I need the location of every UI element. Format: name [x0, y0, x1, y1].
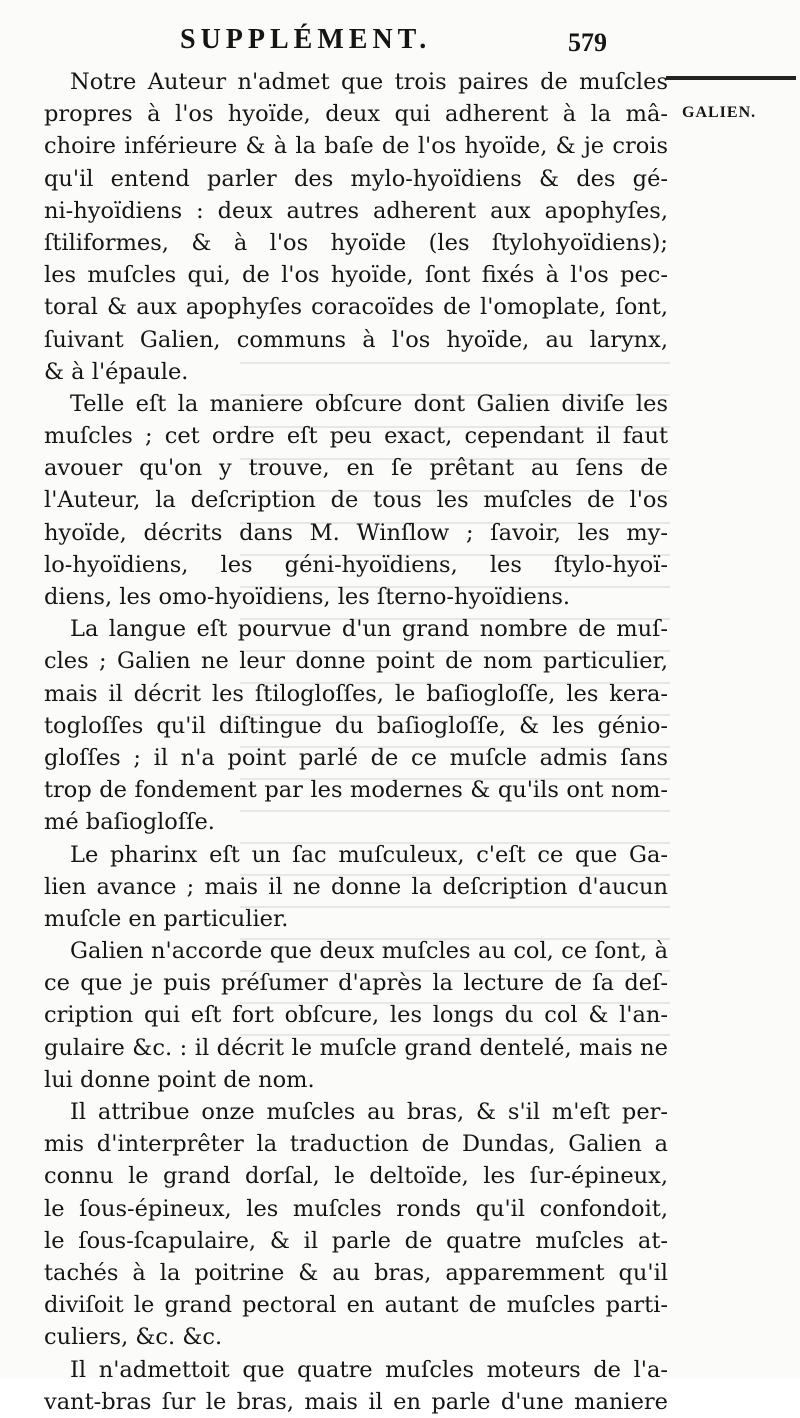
paragraph-3	[44, 613, 668, 838]
text-line: ſuivant Galien, communs à l'os hyoïde, au larynx,	[44, 326, 668, 353]
text-line: ni-hyoïdiens : deux autres adherent aux apophyſes,	[44, 197, 668, 224]
text-line: l'Auteur, la deſcription de tous les muſcles de l'os	[44, 487, 668, 514]
text-column	[44, 66, 668, 1418]
text-line: gloſſes ; il n'a point parlé de ce muſcle admis ſans	[44, 744, 668, 771]
text-line: choire inférieure & à la baſe de l'os hyoïde, & je crois	[44, 133, 668, 160]
text-line: Le pharinx eſt un ſac muſculeux, c'eſt ce que Ga-	[70, 841, 668, 868]
text-line: lien avance ; mais il ne donne la deſcription d'aucun	[44, 873, 668, 900]
text-line: La langue eſt pourvue d'un grand nombre de muſ-	[70, 616, 668, 643]
text-line: hyoïde, décrits dans M. Winſlow ; ſavoir, les my-	[44, 519, 668, 546]
paragraph-6	[44, 1096, 668, 1354]
paragraph-7	[44, 1354, 668, 1418]
text-line: muſcles ; cet ordre eſt peu exact, cependant il faut	[44, 423, 668, 450]
text-line: gulaire &c. : il décrit le muſcle grand dentelé, mais ne	[44, 1034, 668, 1061]
text-line: muſcle en particulier.	[44, 905, 289, 932]
margin-rule	[666, 76, 796, 80]
text-line: mais il décrit les ſtiloglоſſes, le baſiogloſſe, les kera-	[44, 680, 668, 707]
text-line: propres à l'os hyoïde, deux qui adherent à la mâ-	[44, 101, 668, 128]
text-line: toral & aux apophyſes coracoïdes de l'omoplate, ſont,	[44, 294, 668, 321]
text-line: diens, les omo-hyoïdiens, les ſterno-hyoïdiens.	[44, 584, 571, 610]
text-line: le ſous-ſcapulaire, & il parle de quatre muſcles at-	[44, 1227, 668, 1254]
text-line: trop de fondement par les modernes & qu'ils ont nom-	[44, 777, 668, 804]
paragraph-5	[44, 935, 668, 1096]
text-line: & à l'épaule.	[44, 358, 189, 385]
text-line: mé baſiogloſſe.	[44, 809, 215, 836]
page-number: 579	[568, 28, 607, 57]
text-line: cription qui eſt fort obſcure, les longs du col & l'an-	[44, 1002, 668, 1029]
text-line: culiers, &c. &c.	[44, 1324, 223, 1351]
text-line: Il attribue onze muſcles au bras, & s'il m'eſt per-	[70, 1099, 668, 1125]
text-line: cles ; Galien ne leur donne point de nom particulier,	[44, 648, 668, 675]
text-line: les muſcles qui, de l'os hyoïde, ſont fixés à l'os pec-	[44, 262, 668, 289]
text-line: connu le grand dorſal, le deltoïde, les ſur-épineux,	[44, 1163, 668, 1190]
text-line: Notre Auteur n'admet que trois paires de muſcles	[70, 69, 668, 95]
text-line: qu'il entend parler des mylo-hyoïdiens & des gé-	[44, 165, 668, 192]
text-line: le ſous-épineux, les muſcles ronds qu'il confondoit,	[44, 1195, 668, 1222]
text-line: diviſoit le grand pectoral en autant de muſcles parti-	[44, 1292, 668, 1319]
paragraph-2	[44, 388, 668, 613]
text-line: ſtiliformes, & à l'os hyoïde (les ſtylohyoïdiens);	[44, 229, 668, 256]
text-line: ce que je puis préſumer d'après la lecture de ſa deſ-	[44, 970, 668, 997]
running-title: SUPPLÉMENT.	[180, 24, 432, 55]
text-line: tachés à la poitrine & au bras, apparemment qu'il	[44, 1259, 668, 1286]
text-line: Telle eſt la maniere obſcure dont Galien diviſe les	[70, 390, 668, 417]
text-line: vant-bras ſur le bras, mais il en parle d'une maniere	[44, 1388, 668, 1415]
text-line: lui donne point de nom.	[44, 1066, 315, 1093]
paragraph-4	[44, 839, 668, 936]
text-line: togloſſes qu'il diſtingue du baſiogloſſe, & les génio-	[44, 712, 668, 739]
text-line: mis d'interprêter la traduction de Dundas, Galien a	[44, 1131, 668, 1158]
text-line: Il n'admettoit que quatre muſcles moteurs de l'a-	[70, 1356, 668, 1383]
margin-note: GALIEN.	[682, 104, 757, 121]
text-line: Galien n'accorde que deux muſcles au col, ce ſont, à	[70, 938, 668, 965]
paragraph-1	[44, 66, 668, 388]
text-line: avouer qu'on y trouve, en ſe prêtant au ſens de	[44, 455, 668, 482]
text-line: lo-hyoïdiens, les géni-hyoïdiens, les ſtylo-hyoï-	[44, 551, 668, 578]
